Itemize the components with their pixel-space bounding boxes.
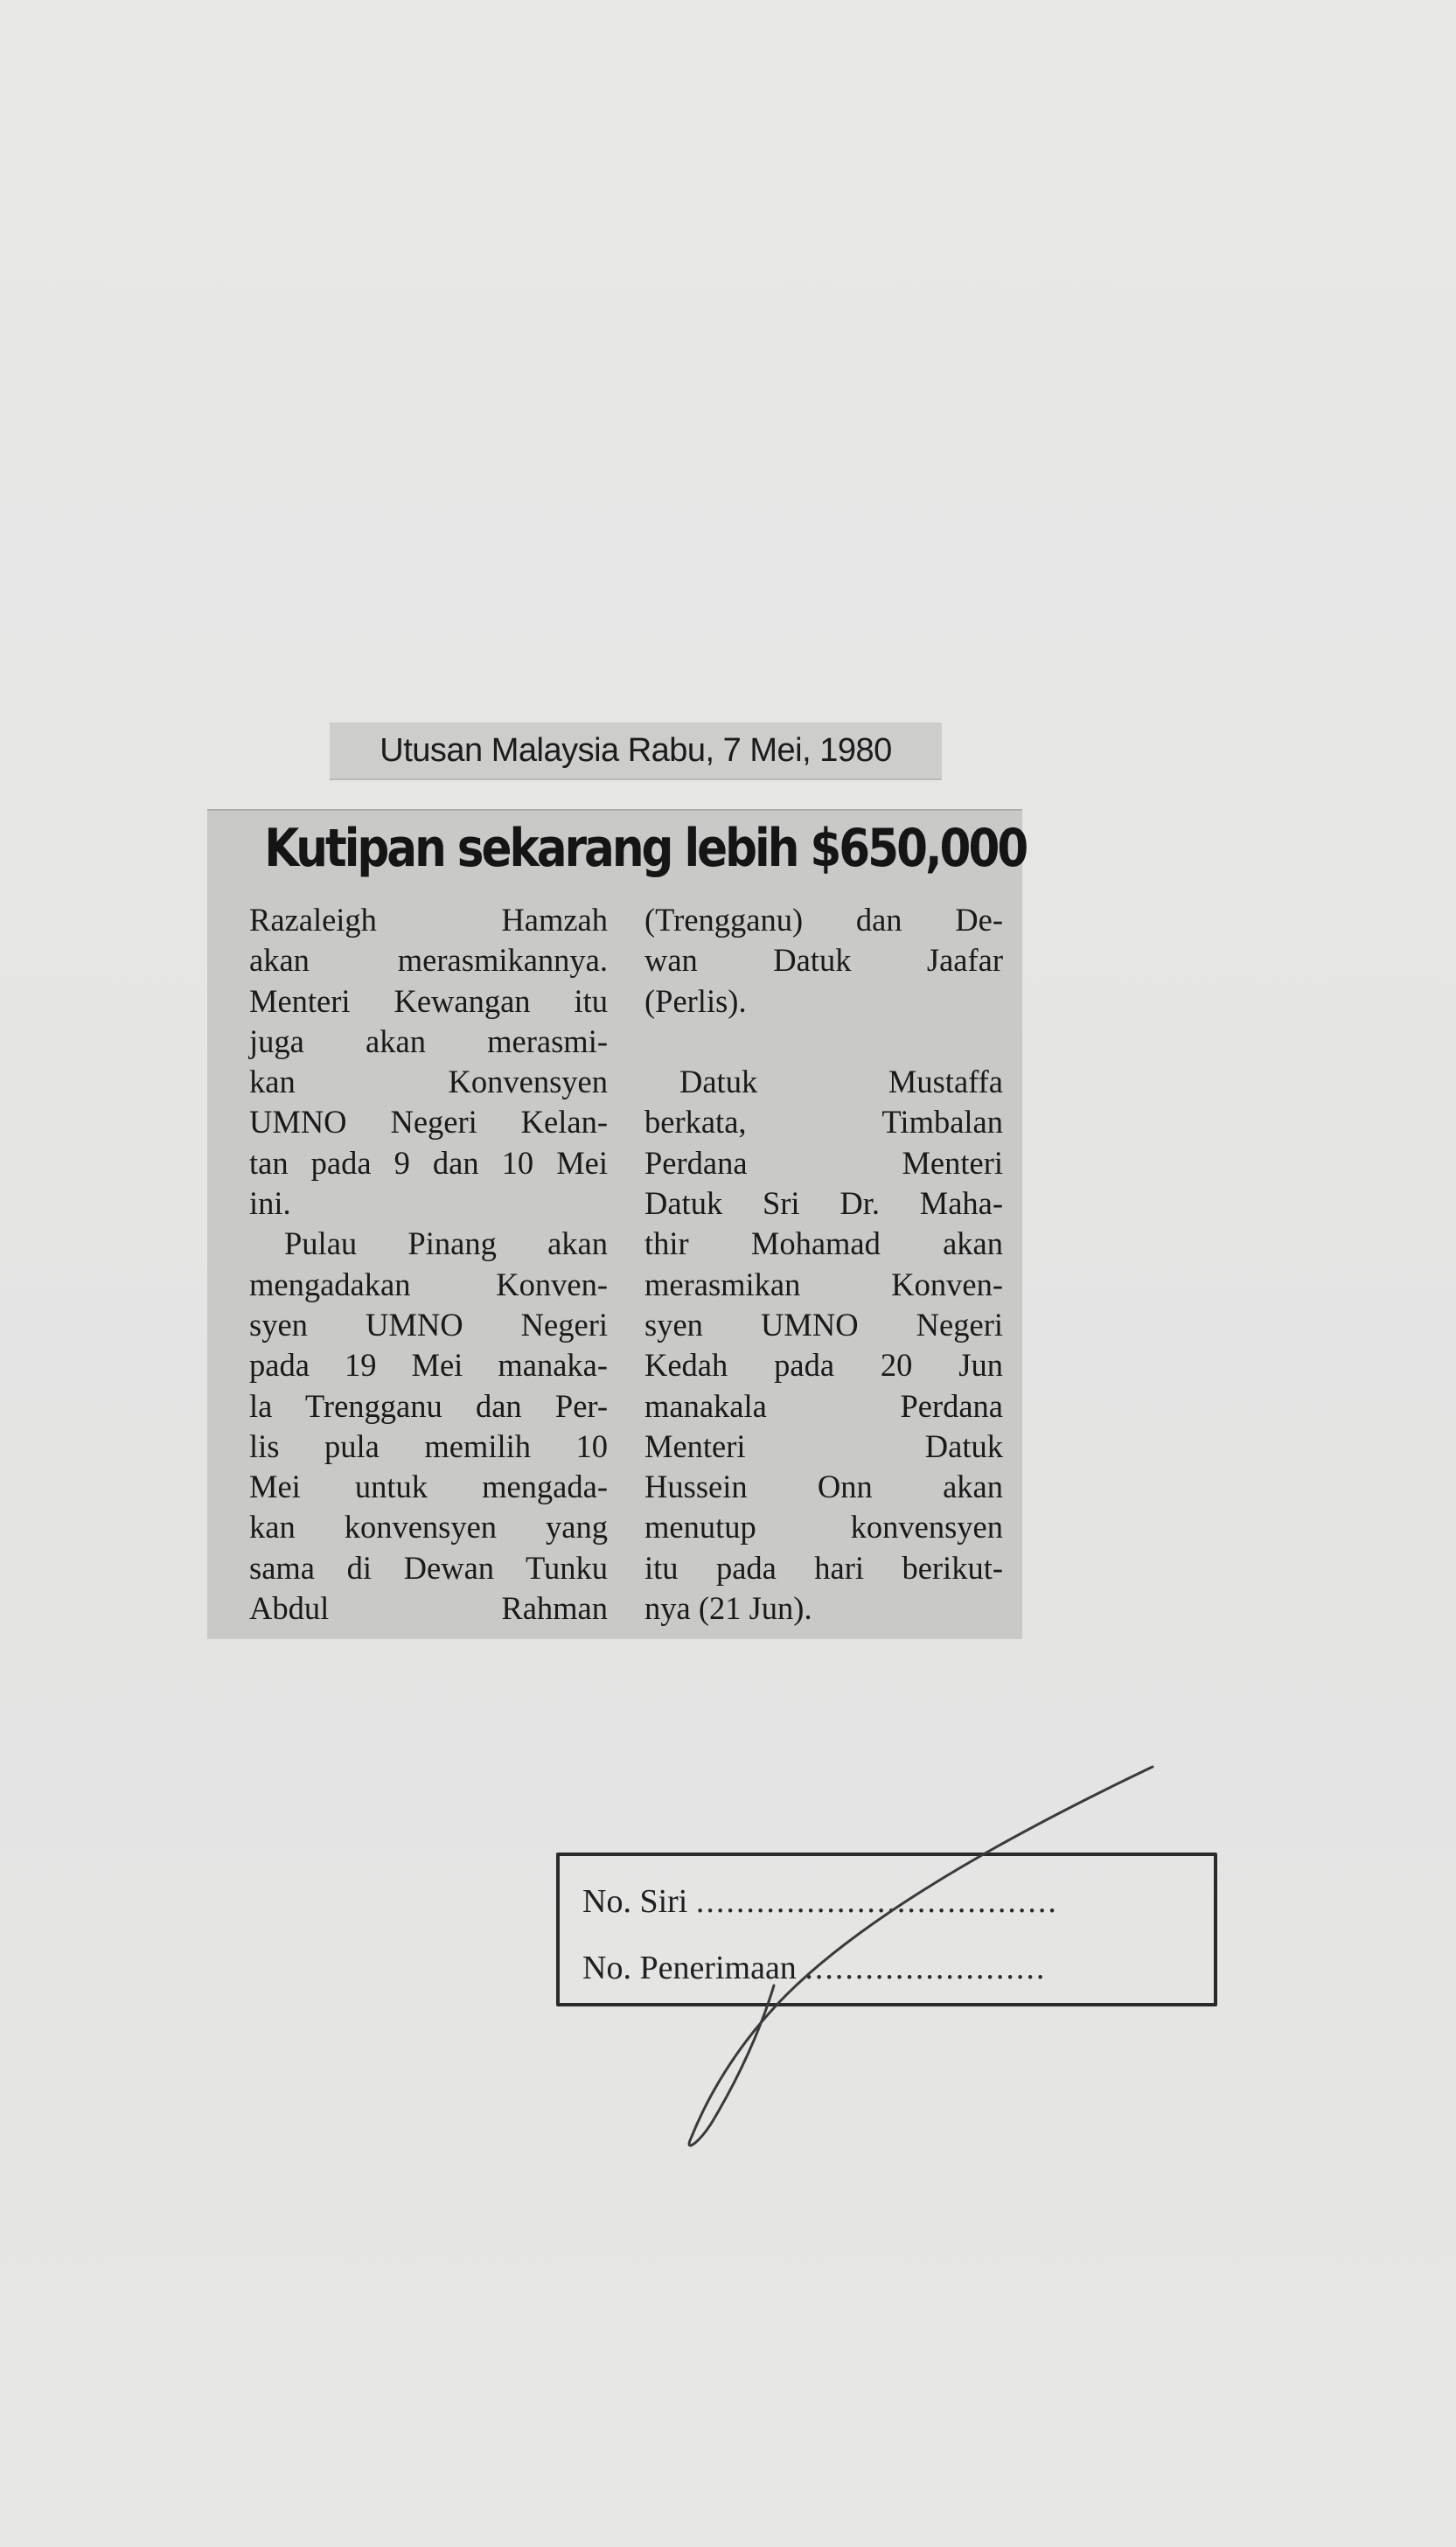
paragraph-gap <box>644 1022 1003 1062</box>
text-line: ini. <box>249 1185 291 1222</box>
text-line: berkata, Timbalan <box>644 1104 1003 1141</box>
text-line: akan merasmikannya. <box>249 942 608 979</box>
text-line: wan Datuk Jaafar <box>644 942 1003 979</box>
text-line: la Trengganu dan Per- <box>249 1387 608 1424</box>
text-line: Menteri Kewangan itu <box>249 982 608 1019</box>
text-line: Mei untuk mengada- <box>249 1469 608 1505</box>
text-line: merasmikan Konven- <box>644 1266 1003 1302</box>
serial-number-field: .................................... <box>695 1883 1058 1920</box>
registration-stamp <box>556 1853 1217 2006</box>
text-line: lis pula memilih 10 <box>249 1427 608 1464</box>
text-line: syen UMNO Negeri <box>644 1306 1003 1343</box>
text-line: Datuk Mustaffa <box>679 1064 1003 1100</box>
newspaper-clipping <box>207 809 1027 1639</box>
text-line: Kedah pada 20 Jun <box>644 1347 1003 1384</box>
text-line: syen UMNO Negeri <box>249 1306 608 1343</box>
article-column-left <box>249 900 608 1629</box>
text-line: Datuk Sri Dr. Maha- <box>644 1185 1003 1222</box>
receipt-number-label: No. Penerimaan <box>582 1950 797 1986</box>
stamp-row-serial <box>582 1882 1058 1921</box>
text-line: sama di Dewan Tunku <box>249 1549 608 1586</box>
text-line: juga akan merasmi- <box>249 1022 608 1059</box>
receipt-number-field: ........................ <box>805 1950 1047 1986</box>
text-line: pada 19 Mei manaka- <box>249 1347 608 1384</box>
article-column-right <box>644 900 1003 1629</box>
text-line: Menteri Datuk <box>644 1427 1003 1464</box>
text-line: UMNO Negeri Kelan- <box>249 1104 608 1141</box>
source-label-text: Utusan Malaysia Rabu, 7 Mei, 1980 <box>380 731 892 769</box>
stamp-row-receipt <box>582 1949 1046 1987</box>
text-line: tan pada 9 dan 10 Mei <box>249 1144 608 1181</box>
text-line: thir Mohamad akan <box>644 1225 1003 1262</box>
article-headline: Kutipan sekarang lebih $650,000 <box>264 818 1027 879</box>
text-line: mengadakan Konven- <box>249 1266 608 1302</box>
text-line: Pulau Pinang akan <box>284 1225 608 1262</box>
serial-number-label: No. Siri <box>582 1883 688 1920</box>
text-line: menutup konvensyen <box>644 1509 1003 1546</box>
text-line: Razaleigh Hamzah <box>249 902 608 938</box>
text-line: kan Konvensyen <box>249 1064 608 1100</box>
text-line: nya (21 Jun). <box>644 1590 812 1627</box>
text-line: Perdana Menteri <box>644 1144 1003 1181</box>
text-line: (Perlis). <box>644 982 747 1019</box>
text-line: kan konvensyen yang <box>249 1509 608 1546</box>
text-line: Abdul Rahman <box>249 1590 608 1627</box>
source-label <box>330 722 942 780</box>
text-line: manakala Perdana <box>644 1387 1003 1424</box>
text-line: (Trengganu) dan De- <box>644 902 1003 938</box>
text-line: itu pada hari berikut- <box>644 1549 1003 1586</box>
text-line: Hussein Onn akan <box>644 1469 1003 1505</box>
